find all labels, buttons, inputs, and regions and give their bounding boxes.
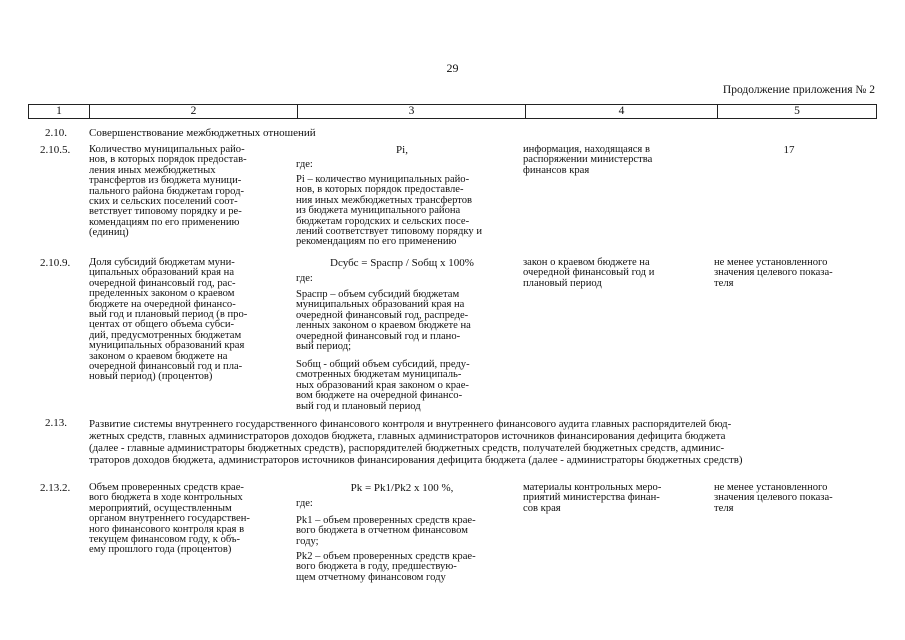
text-line: новый период) (процентов) — [89, 371, 213, 383]
text-line: мероприятий, осуществленным — [89, 502, 232, 514]
text-line: году; — [296, 535, 319, 547]
row-number: 2.10.5. — [40, 144, 71, 156]
text-line: приятий министерства финан- — [523, 492, 660, 504]
text-line: вого бюджета в отчетном финансовом — [296, 525, 468, 537]
text-line: сов края — [523, 502, 561, 514]
indicator-name — [89, 145, 247, 239]
text-line: рекомендациям по его применению — [296, 236, 457, 248]
row-number: 2.13.2. — [40, 482, 71, 494]
text-line: щем отчетному финансовом году — [296, 571, 446, 583]
text-line: финансов края — [523, 164, 590, 176]
text-line: муниципальных образований края на — [296, 299, 465, 311]
column-header-3: 3 — [298, 105, 526, 119]
text-line: пального района бюджетам город- — [89, 185, 244, 197]
text-line: значения целевого показа- — [714, 492, 833, 504]
formula-explanation — [296, 360, 470, 412]
formula-where: где: — [296, 498, 313, 509]
formula: Dсубс = Sраспр / Sобщ x 100% — [330, 257, 474, 269]
section-number: 2.13. — [45, 417, 67, 429]
text-line: Объем проверенных средств крае- — [89, 482, 244, 493]
text-line: очередной финансовый год и плано- — [296, 330, 461, 342]
text-line: Развитие системы внутреннего государственного финансового контроля и внутреннего финансового аудита главных распорядителей бюд- — [89, 418, 732, 430]
text-line: ему прошлого года (процентов) — [89, 544, 232, 556]
text-line: нов, в которых порядок предостав- — [89, 154, 247, 166]
text-line: жетных средств, главных администраторов доходов бюджета, главных администраторов источников финансирования дефицита бюджета — [89, 430, 726, 442]
text-line: (далее - главные администраторы бюджетных средств), распорядителей бюджетных средств, получателей бюджетных средств, админис- — [89, 442, 725, 454]
text-line: Pk1 – объем проверенных средств крае- — [296, 515, 476, 526]
column-header-4: 4 — [526, 105, 718, 119]
formula: Pk = Pk1/Pk2 x 100 %, — [350, 482, 454, 494]
data-source — [523, 258, 654, 289]
text-line: информация, находящаяся в — [523, 144, 650, 155]
text-line: очередной финансовый год, рас- — [89, 277, 236, 289]
text-line: вого бюджета в ходе контрольных — [89, 492, 243, 504]
text-line: Количество муниципальных райо- — [89, 144, 245, 155]
text-line: ления иных межбюджетных — [89, 164, 216, 176]
text-line: не менее установленного — [714, 257, 828, 268]
column-header-2: 2 — [90, 105, 298, 119]
text-line: Pi – количество муниципальных райо- — [296, 174, 470, 185]
indicator-name — [89, 258, 247, 383]
text-line: комендациям по его применению — [89, 216, 240, 228]
formula: Pi, — [396, 144, 408, 156]
section-title: Совершенствование межбюджетных отношений — [89, 127, 316, 139]
text-line: бюджете на очередной финансо- — [89, 298, 236, 310]
text-line: плановый период — [523, 277, 602, 289]
text-line: очередной финансовый год и пла- — [89, 361, 243, 373]
text-line: материалы контрольных меро- — [523, 482, 662, 493]
text-line: вый год и плановый период (в про- — [89, 309, 248, 321]
target-value: 17 — [783, 144, 795, 156]
text-line: закон о краевом бюджете на — [523, 257, 650, 268]
text-line: органом внутреннего государствен- — [89, 513, 250, 525]
data-source — [523, 145, 652, 176]
text-line: вом бюджете на очередной финансо- — [296, 390, 463, 402]
column-header-1: 1 — [29, 105, 90, 119]
text-line: ния иных межбюджетных трансфертов — [296, 194, 473, 206]
formula-explanation — [296, 175, 482, 248]
target-value — [714, 483, 833, 514]
text-line: пределенных законом о краевом — [89, 288, 235, 300]
text-line: Доля субсидий бюджетам муни- — [89, 257, 235, 268]
text-line: ветствует типовому порядку и ре- — [89, 206, 242, 218]
column-header-5: 5 — [718, 105, 877, 119]
text-line: вого бюджета в году, предшествую- — [296, 561, 457, 573]
text-line: теля — [714, 502, 734, 514]
text-line: вый год и плановый период — [296, 400, 421, 412]
formula-where: где: — [296, 273, 313, 284]
section-title — [89, 418, 743, 466]
text-line: дий, предусмотренных бюджетам — [89, 329, 242, 341]
text-line: бюджетам городских и сельских посе- — [296, 215, 470, 227]
text-line: трансфертов из бюджета муници- — [89, 175, 242, 187]
text-line: траторов доходов бюджета, администраторов источников финансирования дефицита бюджета (далее - администраторы бюджетных средств) — [89, 454, 743, 466]
text-line: из бюджета муниципального района — [296, 205, 461, 217]
formula-explanation — [296, 516, 476, 547]
text-line: теля — [714, 277, 734, 289]
text-line: текущем финансовом году, к объ- — [89, 534, 241, 546]
text-line: вый период; — [296, 341, 352, 353]
text-line: ских и сельских поселений соот- — [89, 196, 238, 208]
data-source — [523, 483, 661, 514]
text-line: не менее установленного — [714, 482, 828, 493]
text-line: смотренных бюджетам муниципаль- — [296, 369, 462, 381]
formula-explanation — [296, 552, 476, 583]
text-line: ного финансового контроля края в — [89, 523, 245, 535]
text-line: (единиц) — [89, 227, 129, 239]
text-line: ленных законом о краевом бюджете на — [296, 320, 471, 332]
section-number: 2.10. — [45, 127, 67, 139]
column-header-table — [28, 104, 877, 119]
text-line: центах от общего объема субси- — [89, 319, 235, 331]
text-line: Sобщ - общий объем субсидий, преду- — [296, 359, 470, 370]
row-number: 2.10.9. — [40, 257, 71, 269]
formula-explanation — [296, 290, 471, 352]
text-line: нов, в которых порядок предоставле- — [296, 184, 464, 196]
text-line: ципальных образований края на — [89, 267, 235, 279]
text-line: очередной финансовый год, распреде- — [296, 309, 469, 321]
text-line: Sраспр – объем субсидий бюджетам — [296, 289, 460, 300]
text-line: очередной финансовый год и — [523, 267, 655, 279]
text-line: законом о краевом бюджете на — [89, 350, 228, 362]
continuation-label: Продолжение приложения № 2 — [722, 84, 875, 96]
text-line: ных образований края законом о крае- — [296, 379, 469, 391]
text-line: лений соответствует типовому порядку и — [296, 226, 483, 238]
page-number: 29 — [446, 61, 459, 75]
formula-where: где: — [296, 159, 313, 170]
text-line: распоряжении министерства — [523, 154, 653, 166]
target-value — [714, 258, 833, 289]
text-line: Pk2 – объем проверенных средств крае- — [296, 551, 476, 562]
text-line: муниципальных образований края — [89, 340, 245, 352]
indicator-name — [89, 483, 250, 556]
text-line: значения целевого показа- — [714, 267, 833, 279]
